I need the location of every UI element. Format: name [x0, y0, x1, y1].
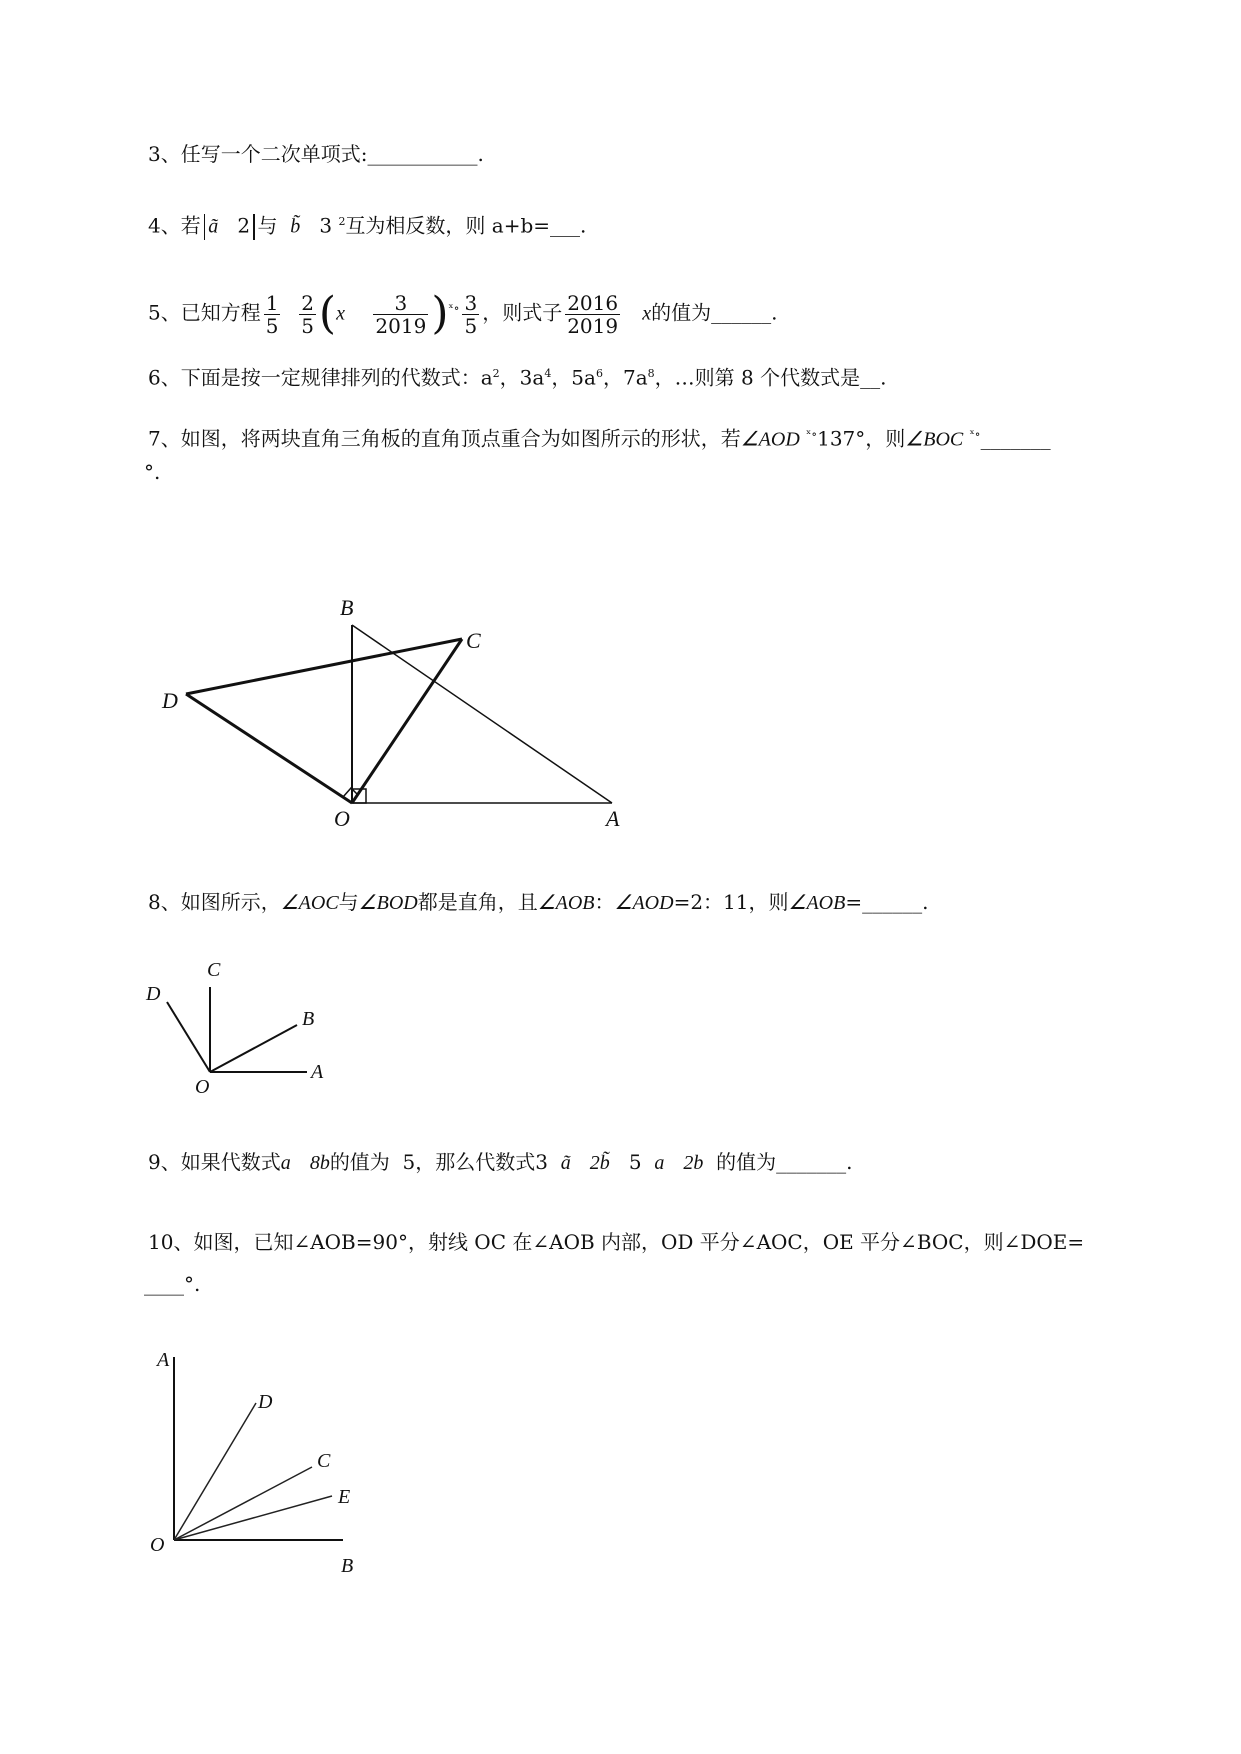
garbled-equals-1: ˣ∘ — [806, 427, 818, 441]
angle-aob: ∠AOB — [537, 892, 595, 914]
ray-oc — [174, 1467, 312, 1540]
label-b: B — [340, 595, 354, 620]
angle-aob-2: ∠AOB — [788, 892, 846, 914]
question-6-suffix: ，…则第 8 个代数式是__. — [654, 365, 887, 390]
label-e: E — [338, 1486, 351, 1508]
exp-2: 4 — [544, 367, 552, 380]
ray-od — [174, 1403, 256, 1540]
question-4-suffix: 互为相反数，则 a+b=___. — [345, 213, 587, 238]
var-a: ã — [208, 215, 219, 238]
question-7-degree: °. — [144, 460, 161, 484]
label-c: C — [207, 959, 221, 981]
fraction-1-5: $\frac{1}{5}$ — [265, 290, 279, 338]
var-b: b̃ — [290, 215, 301, 238]
label-a: A — [311, 1061, 324, 1083]
question-9-prefix: 9、如果代数式 — [148, 1150, 281, 1174]
question-8-t2: 都是直角，且 — [417, 890, 538, 914]
var-x-2: x — [642, 302, 652, 325]
question-8-t4: =2：11，则 — [673, 890, 789, 914]
var-x: x — [336, 302, 345, 325]
exponent-2: 2 — [338, 215, 346, 228]
expr-a-3: a — [654, 1152, 665, 1174]
label-c: C — [317, 1450, 331, 1472]
expr-5: 5 — [628, 1150, 642, 1174]
angle-aoc: ∠AOC — [280, 892, 339, 914]
question-9-t2: ，那么代数式 — [415, 1150, 536, 1174]
expr-a: a — [280, 1152, 291, 1174]
question-7-prefix: 7、如图，将两块直角三角板的直角顶点重合为如图所示的形状，若 — [148, 426, 741, 451]
answer-blank: _______ — [980, 426, 1051, 451]
label-b: B — [341, 1555, 354, 1577]
fraction-3-2019: $\frac{3}{2019}$ — [375, 290, 427, 338]
question-8-suffix: =______. — [845, 890, 929, 914]
question-4-mid: 与 — [257, 213, 278, 238]
question-9-t1: 的值为 — [329, 1150, 390, 1174]
question-8-t3: ： — [594, 890, 615, 914]
garbled-equals-2: ˣ∘ — [969, 427, 981, 441]
exp-3: 6 — [595, 367, 603, 380]
expr-2b-2: 2b — [683, 1152, 704, 1174]
question-5-prefix: 5、已知方程 — [148, 300, 261, 325]
label-a: A — [157, 1349, 170, 1371]
label-d: D — [146, 983, 161, 1005]
fraction-2-5: $\frac{2}{5}$ — [301, 290, 314, 338]
expr-3: 3 — [535, 1150, 548, 1174]
angle-boc: ∠BOC — [905, 428, 964, 451]
question-10-blank: ____°. — [144, 1272, 201, 1296]
label-d: D — [258, 1391, 273, 1413]
expr-a-2: ã — [560, 1152, 571, 1174]
garbled-equals: ˣ∘ — [448, 301, 460, 315]
left-paren: ( — [318, 288, 337, 340]
ray-oe — [174, 1496, 332, 1540]
const-2: 2 — [237, 213, 251, 238]
term-3: ，5a — [551, 365, 596, 390]
term-4: ，7a — [602, 365, 648, 390]
label-c: C — [466, 628, 481, 653]
question-5-suffix: 的值为______. — [651, 300, 778, 325]
expr-8b: 8b — [309, 1152, 330, 1174]
question-8-prefix: 8、如图所示， — [148, 890, 281, 914]
angle-value: 137° — [817, 426, 866, 451]
angle-bod: ∠BOD — [358, 892, 418, 914]
label-o: O — [150, 1534, 165, 1556]
angle-aod: ∠AOD — [740, 428, 800, 451]
label-b: B — [302, 1008, 315, 1030]
label-o: O — [195, 1076, 210, 1098]
term-2: ，3a — [499, 365, 545, 390]
fraction-3-5: $\frac{3}{5}$ — [464, 290, 478, 338]
label-d: D — [162, 688, 178, 713]
exp-1: 2 — [492, 367, 500, 380]
question-8-t1: 与 — [338, 890, 359, 914]
question-4-prefix: 4、若 — [148, 213, 201, 238]
const-3: 3 — [319, 213, 333, 238]
question-10-line-1: 10、如图，已知∠AOB=90°，射线 OC 在∠AOB 内部，OD 平分∠AOC，OE 平分∠BOC，则∠DOE= — [148, 1230, 1085, 1254]
right-paren: ) — [431, 288, 449, 340]
value-5: 5 — [402, 1150, 416, 1174]
exp-4: 8 — [647, 367, 655, 380]
question-5-middle: ，则式子 — [482, 300, 563, 325]
label-a: A — [606, 806, 620, 831]
expr-2b: 2b̃ — [589, 1152, 610, 1174]
question-7-middle: ，则 — [865, 426, 906, 451]
fraction-2016-2019: $\frac{2016}{2019}$ — [567, 290, 619, 338]
question-6-prefix: 6、下面是按一定规律排列的代数式：a — [148, 365, 493, 390]
question-3-text: 3、任写一个二次单项式:___________. — [148, 142, 484, 166]
question-9-suffix: 的值为_______. — [716, 1150, 853, 1174]
angle-aod: ∠AOD — [614, 892, 674, 914]
label-o: O — [334, 806, 350, 831]
